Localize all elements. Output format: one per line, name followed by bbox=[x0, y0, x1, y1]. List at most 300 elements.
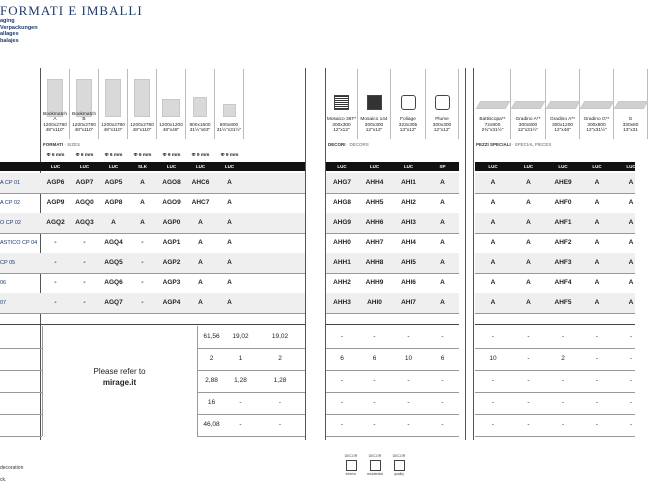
packaging-value: 46,08 bbox=[203, 421, 220, 428]
row-divider bbox=[326, 436, 459, 437]
special-name: Gradino G** bbox=[583, 117, 610, 123]
special-size-label bbox=[546, 117, 579, 133]
row-divider bbox=[326, 313, 459, 314]
thickness-label: Φ 9 mm bbox=[191, 153, 210, 158]
formats-finish-label: LUC bbox=[195, 164, 206, 169]
product-code: AGQ2 bbox=[46, 219, 65, 226]
product-code: A bbox=[198, 219, 203, 226]
packaging-value: - bbox=[527, 399, 530, 406]
formats-finish-label: LUC bbox=[50, 164, 61, 169]
packaging-value: - bbox=[239, 421, 242, 428]
product-code: A bbox=[628, 239, 634, 246]
packaging-value: - bbox=[527, 333, 530, 340]
product-code: A bbox=[227, 279, 232, 286]
decors-name: Foliage bbox=[400, 117, 416, 123]
product-code: AHH0 bbox=[333, 239, 351, 246]
product-code: A bbox=[594, 219, 600, 226]
packaging-value: 19,02 bbox=[232, 333, 249, 340]
legend-item bbox=[366, 454, 384, 476]
legend-label: interior bbox=[345, 472, 357, 476]
thickness-label: Φ 6 mm bbox=[104, 153, 123, 158]
packaging-value: - bbox=[491, 333, 495, 340]
product-code: A bbox=[227, 199, 232, 206]
formats-size1: 1200x2780 bbox=[43, 122, 67, 128]
formats-header bbox=[99, 69, 128, 139]
product-code: A bbox=[490, 199, 496, 206]
packaging-value: - bbox=[441, 333, 444, 340]
special-header bbox=[475, 69, 511, 139]
formats-size-label bbox=[157, 123, 185, 133]
packaging-value: - bbox=[373, 421, 376, 428]
special-size2: 2¾"x31½" bbox=[481, 127, 504, 133]
packaging-value: - bbox=[561, 421, 565, 428]
product-code: AGP9 bbox=[46, 199, 65, 206]
product-code: A bbox=[526, 179, 531, 186]
row-label: ASTICO CP 04 bbox=[0, 240, 38, 246]
product-code: A bbox=[440, 179, 445, 186]
product-code: - bbox=[141, 299, 144, 306]
product-code: AGQ4 bbox=[104, 239, 123, 246]
packaging-value: 10 bbox=[404, 355, 413, 362]
packaging-value: - bbox=[441, 399, 444, 406]
special-size1: 300x800 bbox=[518, 122, 538, 128]
packaging-value: 1,28 bbox=[234, 377, 247, 384]
column-separator bbox=[473, 68, 474, 440]
packaging-value: - bbox=[373, 377, 376, 384]
special-finish-label: LUC bbox=[592, 164, 602, 169]
product-code: AHH6 bbox=[365, 219, 384, 226]
packaging-value: - bbox=[407, 399, 410, 406]
formats-size2: 48"x48" bbox=[162, 127, 180, 133]
product-code: A bbox=[140, 219, 145, 226]
product-code: - bbox=[54, 239, 57, 246]
formats-size1: 1200x2780 bbox=[72, 122, 96, 128]
product-code: - bbox=[83, 259, 86, 266]
packaging-value: - bbox=[595, 333, 599, 340]
formats-preview-tile bbox=[105, 79, 121, 117]
packaging-value: - bbox=[340, 421, 344, 428]
packaging-value: - bbox=[595, 377, 599, 384]
product-code: AHG8 bbox=[332, 199, 352, 206]
product-code: A bbox=[198, 299, 203, 306]
product-code: AHI3 bbox=[401, 219, 416, 226]
special-size2: 12"x31½" bbox=[517, 127, 539, 133]
decors-name: Mosaico 36T* bbox=[326, 117, 357, 123]
subtitle-line: aging bbox=[0, 18, 15, 24]
packaging-value: 2,88 bbox=[205, 377, 218, 384]
formats-header bbox=[215, 69, 244, 139]
formats-finish-label: LUC bbox=[108, 164, 119, 169]
product-code: - bbox=[141, 259, 144, 266]
product-code: A bbox=[198, 239, 203, 246]
decors-header bbox=[326, 69, 358, 139]
decors-group-label: DECORI · DECORS bbox=[328, 142, 369, 147]
row-label: 06 bbox=[0, 280, 7, 286]
legend-label: quality bbox=[393, 472, 405, 476]
product-code: A bbox=[111, 219, 116, 226]
product-code: AHH4 bbox=[365, 179, 384, 186]
formats-size-label bbox=[128, 123, 156, 133]
product-code: A bbox=[628, 299, 634, 306]
product-code: A bbox=[140, 199, 145, 206]
product-code: AGP2 bbox=[162, 259, 181, 266]
formats-size2: 31½"x31½" bbox=[216, 127, 242, 133]
packaging-value: - bbox=[491, 421, 495, 428]
product-code: A bbox=[490, 239, 496, 246]
special-size2: 12"x31½" bbox=[586, 127, 607, 133]
product-code: A bbox=[490, 279, 496, 286]
formats-header bbox=[128, 69, 157, 139]
product-code: A bbox=[594, 279, 600, 286]
thickness-label: Φ 6 mm bbox=[46, 153, 65, 158]
row-divider bbox=[0, 313, 305, 314]
decors-size-label bbox=[391, 117, 425, 133]
product-code: AGP3 bbox=[162, 279, 181, 286]
product-code: AHI6 bbox=[401, 279, 416, 286]
special-size2: 12"x48" bbox=[554, 127, 571, 133]
special-size2: 13"x31 bbox=[623, 127, 638, 133]
decors-preview-tile bbox=[401, 95, 416, 110]
special-size-label bbox=[580, 117, 613, 133]
product-code: AGQ0 bbox=[75, 199, 94, 206]
special-finish-label: LUC bbox=[626, 164, 636, 169]
product-code: A bbox=[227, 179, 232, 186]
decors-size-label bbox=[358, 117, 390, 133]
packaging-value: - bbox=[491, 377, 495, 384]
product-code: A bbox=[594, 239, 600, 246]
formats-size1: 1200x2780 bbox=[101, 122, 125, 128]
formats-size-label bbox=[70, 112, 98, 133]
special-size1: 330x80 bbox=[622, 122, 639, 128]
thickness-label: Φ 9 mm bbox=[162, 153, 181, 158]
packaging-value: - bbox=[595, 421, 599, 428]
formats-size-label bbox=[186, 123, 214, 133]
packaging-value: - bbox=[629, 421, 633, 428]
product-code: A bbox=[440, 199, 445, 206]
packaging-value: - bbox=[278, 421, 282, 428]
refer-note bbox=[42, 326, 197, 436]
row-divider bbox=[0, 436, 42, 437]
product-code: A bbox=[594, 179, 600, 186]
product-code: AHC6 bbox=[191, 179, 210, 186]
row-divider bbox=[0, 348, 42, 349]
product-code: A bbox=[198, 279, 203, 286]
row-divider bbox=[475, 436, 635, 437]
product-code: A bbox=[594, 199, 600, 206]
thickness-label: Φ 6 mm bbox=[75, 153, 94, 158]
packaging-value: 6 bbox=[440, 355, 445, 362]
special-header bbox=[511, 69, 546, 139]
product-code: - bbox=[54, 299, 57, 306]
product-code: AGP1 bbox=[162, 239, 181, 246]
special-preview-tile bbox=[545, 101, 580, 109]
subtitle-line: Verpackungen bbox=[0, 24, 38, 31]
packaging-value: - bbox=[441, 377, 444, 384]
formats-name: Bookmatch A bbox=[43, 112, 67, 123]
packaging-value: 1 bbox=[238, 355, 243, 362]
decors-finish-label: SP bbox=[439, 164, 446, 169]
legend-item bbox=[342, 454, 360, 476]
group-sub-label: SPECIAL PIECES bbox=[514, 142, 552, 147]
formats-size2: 48"x110" bbox=[74, 127, 94, 133]
packaging-value: - bbox=[595, 355, 599, 362]
decors-size-label bbox=[426, 117, 458, 133]
product-code: A bbox=[628, 279, 634, 286]
product-code: A bbox=[440, 219, 445, 226]
product-code: A bbox=[628, 259, 634, 266]
product-code: A bbox=[440, 259, 445, 266]
product-code: A bbox=[526, 239, 531, 246]
row-label: CP 05 bbox=[0, 260, 16, 266]
product-code: AHC7 bbox=[191, 199, 210, 206]
product-code: A bbox=[594, 299, 600, 306]
packaging-value: 10 bbox=[489, 355, 497, 362]
formats-finish-label: LUC bbox=[224, 164, 235, 169]
decors-name: Mosaico 144 bbox=[360, 117, 388, 123]
packaging-value: 2 bbox=[209, 355, 214, 362]
legend-icons bbox=[342, 454, 412, 490]
decors-size2: 12"x12" bbox=[333, 127, 350, 133]
product-code: AHG9 bbox=[332, 219, 352, 226]
product-code: AHF5 bbox=[554, 299, 572, 306]
packaging-value: - bbox=[407, 421, 410, 428]
legend-item bbox=[390, 454, 408, 476]
product-code: AGP0 bbox=[162, 219, 181, 226]
special-size-label bbox=[511, 117, 545, 133]
packaging-value: 1,28 bbox=[273, 377, 287, 384]
packaging-value: - bbox=[407, 333, 410, 340]
formats-header bbox=[41, 69, 70, 139]
packaging-value: - bbox=[407, 377, 410, 384]
thickness-label: Φ 6 mm bbox=[133, 153, 152, 158]
product-code: A bbox=[140, 179, 145, 186]
legend-label: DECOR bbox=[344, 454, 358, 458]
row-divider bbox=[0, 414, 42, 415]
product-code: AHI0 bbox=[367, 299, 382, 306]
formats-preview-tile bbox=[223, 104, 236, 117]
special-size1: 72x800 bbox=[484, 122, 501, 128]
packaging-value: - bbox=[340, 399, 344, 406]
refer-link[interactable]: mirage.it bbox=[102, 378, 137, 387]
formats-size2: 48"x110" bbox=[103, 127, 123, 133]
special-preview-tile bbox=[475, 101, 510, 109]
packaging-value: - bbox=[373, 399, 376, 406]
product-code: A bbox=[526, 259, 531, 266]
formats-finish-label: LUC bbox=[79, 164, 90, 169]
section-divider bbox=[475, 324, 635, 325]
packaging-value: - bbox=[527, 355, 530, 362]
product-code: AHE9 bbox=[554, 179, 572, 186]
row-label: A CP 02 bbox=[0, 200, 21, 206]
footer-note: decoration bbox=[0, 465, 24, 471]
product-code: AGQ6 bbox=[104, 279, 123, 286]
decors-size2: 12"x12" bbox=[365, 127, 383, 133]
product-code: A bbox=[440, 279, 445, 286]
product-code: - bbox=[83, 239, 86, 246]
product-code: AGP5 bbox=[104, 179, 123, 186]
product-code: AHH3 bbox=[333, 299, 351, 306]
packaging-value: - bbox=[561, 377, 565, 384]
product-code: A bbox=[440, 299, 445, 306]
page-title: FORMATI E IMBALLI bbox=[0, 3, 143, 18]
packaging-value: - bbox=[629, 399, 633, 406]
special-size1: 300x1200 bbox=[551, 122, 574, 128]
legend-label: DECOR bbox=[392, 454, 406, 458]
formats-size2: 48"x110" bbox=[132, 127, 152, 133]
formats-size-label bbox=[99, 123, 127, 133]
section-divider bbox=[326, 324, 459, 325]
packaging-value: - bbox=[629, 377, 633, 384]
packaging-value: - bbox=[527, 377, 530, 384]
formats-header bbox=[186, 69, 215, 139]
product-code: AHH1 bbox=[333, 259, 351, 266]
packaging-value: - bbox=[629, 333, 633, 340]
product-code: AHH8 bbox=[365, 259, 384, 266]
special-size-label bbox=[614, 117, 647, 133]
formats-size1: 800x1600 bbox=[189, 122, 211, 128]
decors-name: Plume bbox=[435, 117, 449, 123]
packaging-value: 6 bbox=[340, 355, 344, 362]
packaging-value: 6 bbox=[372, 355, 377, 362]
product-code: AGP8 bbox=[104, 199, 123, 206]
decors-size1: 300x300 bbox=[332, 122, 351, 128]
column-separator bbox=[465, 68, 466, 440]
formats-size-label bbox=[41, 112, 69, 133]
special-name: Gradino A** bbox=[515, 117, 541, 123]
decors-header bbox=[426, 69, 459, 139]
product-code: A bbox=[198, 259, 203, 266]
group-label: FORMATI bbox=[43, 142, 64, 147]
special-name: Gradino A** bbox=[549, 117, 576, 123]
product-code: AHI4 bbox=[401, 239, 416, 246]
packaging-value: 19,02 bbox=[271, 333, 289, 340]
packaging-value: - bbox=[239, 399, 242, 406]
formats-finish-label: LUC bbox=[166, 164, 177, 169]
formats-finish-label: SLK bbox=[138, 164, 147, 169]
formats-size2: 31½"x63" bbox=[189, 127, 211, 133]
formats-preview-tile bbox=[162, 99, 180, 117]
footer-note: ck. bbox=[0, 477, 7, 483]
formats-size1: 1200x2780 bbox=[130, 122, 154, 128]
packaging-value: - bbox=[561, 333, 565, 340]
subtitle-line: allages bbox=[0, 31, 19, 37]
product-code: AHI1 bbox=[401, 179, 416, 186]
product-code: AGQ3 bbox=[75, 219, 94, 226]
formats-size-label bbox=[215, 123, 243, 133]
packaging-value: - bbox=[561, 399, 565, 406]
product-code: AHH5 bbox=[365, 199, 384, 206]
decors-preview-tile bbox=[334, 95, 349, 110]
special-finish-label: LUC bbox=[558, 164, 568, 169]
row-divider bbox=[0, 392, 42, 393]
decor-residential-icon bbox=[370, 460, 381, 471]
product-code: A bbox=[490, 219, 496, 226]
decors-size-label bbox=[326, 117, 357, 133]
product-code: AGO8 bbox=[162, 179, 181, 186]
special-header bbox=[546, 69, 580, 139]
product-code: A bbox=[628, 199, 634, 206]
section-divider bbox=[0, 324, 305, 325]
decors-size2: 12"x12" bbox=[433, 127, 451, 133]
decors-size2: 13"x12" bbox=[399, 127, 417, 133]
product-code: AHF4 bbox=[554, 279, 572, 286]
row-divider bbox=[197, 436, 305, 437]
special-preview-tile bbox=[579, 101, 614, 109]
packaging-value: 2 bbox=[278, 355, 282, 362]
product-code: A bbox=[227, 299, 232, 306]
packaging-value: - bbox=[527, 421, 530, 428]
packaging-value: - bbox=[441, 421, 444, 428]
product-code: AHG7 bbox=[332, 179, 352, 186]
product-code: - bbox=[83, 299, 86, 306]
product-code: - bbox=[141, 279, 144, 286]
product-code: AGP6 bbox=[46, 179, 65, 186]
decors-size1: 323x305 bbox=[398, 122, 418, 128]
special-preview-tile bbox=[511, 101, 546, 109]
column-separator bbox=[305, 68, 306, 440]
product-code: AHF1 bbox=[554, 219, 572, 226]
product-code: AHI5 bbox=[401, 259, 416, 266]
packaging-value: - bbox=[595, 399, 599, 406]
row-label: O CP 02 bbox=[0, 220, 21, 226]
special-size1: 300x800 bbox=[587, 122, 606, 128]
packaging-value: - bbox=[340, 377, 344, 384]
formats-size1: 800x800 bbox=[219, 122, 239, 128]
packaging-value: - bbox=[491, 399, 495, 406]
packaging-value: - bbox=[629, 355, 633, 362]
special-group-label: PEZZI SPECIALI · SPECIAL PIECES bbox=[476, 142, 552, 147]
product-code: AGQ7 bbox=[104, 299, 123, 306]
product-code: AGP4 bbox=[162, 299, 181, 306]
group-sub-label: DECORS bbox=[349, 142, 369, 147]
product-code: A bbox=[526, 219, 531, 226]
special-preview-tile bbox=[613, 101, 648, 109]
product-code: AGP7 bbox=[75, 179, 94, 186]
group-label: DECORI bbox=[328, 142, 346, 147]
packaging-value: 61,56 bbox=[203, 333, 220, 340]
product-code: A bbox=[440, 239, 445, 246]
subtitle-line: balajes bbox=[0, 37, 19, 44]
formats-size1: 1200x1200 bbox=[159, 122, 183, 128]
product-code: A bbox=[227, 219, 232, 226]
legend-label: DECOR bbox=[368, 454, 382, 458]
product-code: - bbox=[54, 279, 57, 286]
product-code: A bbox=[227, 239, 232, 246]
formats-preview-tile bbox=[134, 79, 150, 117]
special-finish-label: LUC bbox=[523, 164, 534, 169]
row-label: 07 bbox=[0, 300, 7, 306]
product-code: AHH7 bbox=[365, 239, 384, 246]
packaging-value: 2 bbox=[561, 355, 565, 362]
product-code: AHF2 bbox=[554, 239, 572, 246]
decors-finish-label: LUC bbox=[369, 164, 380, 169]
row-divider bbox=[0, 370, 42, 371]
product-code: A bbox=[628, 179, 634, 186]
decors-header bbox=[391, 69, 426, 139]
refer-line: Please refer to bbox=[93, 367, 146, 376]
product-code: A bbox=[526, 199, 531, 206]
decor-interior-icon bbox=[346, 460, 357, 471]
formats-group-label: FORMATI · SIZES bbox=[43, 142, 81, 147]
product-code: AHI2 bbox=[401, 199, 416, 206]
product-code: AHH2 bbox=[333, 279, 351, 286]
product-code: A bbox=[490, 179, 496, 186]
packaging-value: - bbox=[373, 333, 376, 340]
product-code: A bbox=[490, 259, 496, 266]
product-code: - bbox=[141, 239, 144, 246]
product-code: A bbox=[628, 219, 634, 226]
special-header bbox=[614, 69, 648, 139]
